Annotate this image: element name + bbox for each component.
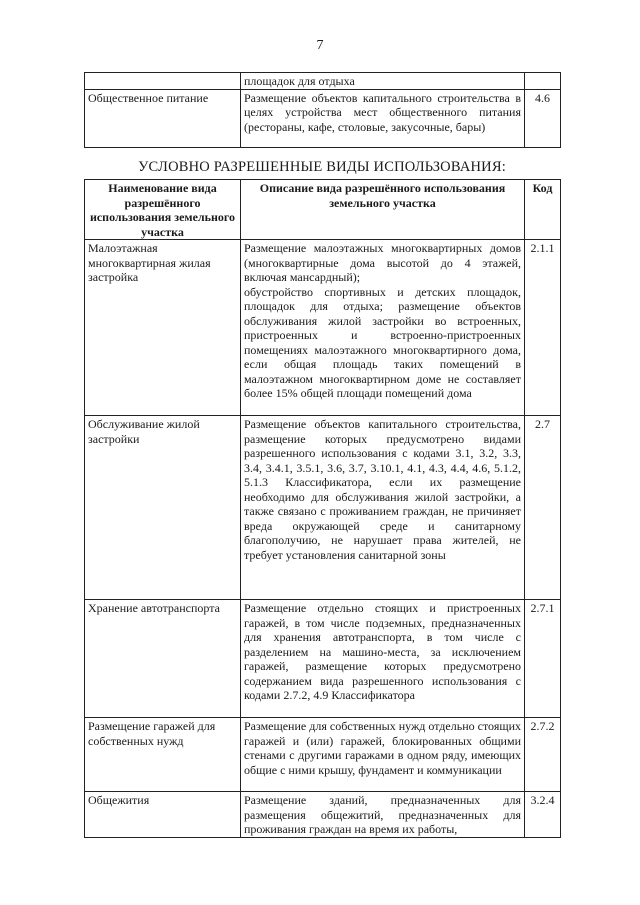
cell-name: Общежития [85,792,241,838]
table-row [85,89,561,147]
cell-name: Размещение гаражей для собственных нужд [85,718,241,792]
table-row [85,718,561,792]
table-row [85,792,561,838]
cell-name: Малоэтажная многоквартирная жилая застройка [85,240,241,416]
header-name: Наименование вида разрешённого использования земельного участка [85,180,241,240]
header-description: Описание вида разрешённого использования земельного участка [241,180,525,240]
cell-code: 3.2.4 [525,792,561,838]
continuation-table [84,72,561,148]
cell-code: 2.7 [525,416,561,600]
page-number: 7 [316,38,324,53]
cell-name: Обслуживание жилой застройки [85,416,241,600]
cell-description: Размещение объектов капитального строительства в целях устройства мест общественного питания (рестораны, кафе, столовые, закусочные, бары) [241,89,525,147]
cell-name: Хранение автотранспорта [85,600,241,718]
cell-code: 4.6 [525,89,561,147]
table-row [85,600,561,718]
cell-code: 2.7.2 [525,718,561,792]
section-heading: УСЛОВНО РАЗРЕШЕННЫЕ ВИДЫ ИСПОЛЬЗОВАНИЯ: [138,159,506,175]
cell-description: Размещение для собственных нужд отдельно стоящих гаражей и (или) гаражей, блокированных общими стенами с другими гаражами в одном ряду, имеющих общие с ними крышу, фундамент и коммуникации [241,718,525,792]
header-code: Код [525,180,561,240]
cell-description-part: обустройство спортивных и детских площадок, площадок для отдыха; размещение объектов обслуживания жилой застройки во встроенных, пристроенных и встроенно-пристроенных помещениях малоэтажного многоквартирного дома, если общая площадь таких помещений в малоэтажном многоквартирном доме не составляет более 15% общей площади помещений дома [244,284,521,400]
table-header-row [85,180,561,240]
cell-description: Размещение отдельно стоящих и пристроенных гаражей, в том числе подземных, предназначенных для хранения автотранспорта, в том числе с разделением на машино-места, за исключением гаражей, размещение которых предусмотрено содержанием вида разрешенного использования с кодами 2.7.2, 4.9 Классификатора [241,600,525,718]
cell-description-part: Размещение малоэтажных многоквартирных домов (многоквартирные дома высотой до 4 этажей, включая мансардный); [244,241,521,284]
cell-description: Размещение объектов капитального строительства, размещение которых предусмотрено видами разрешенного использования с кодами 3.1, 3.2, 3.3, 3.4, 3.4.1, 3.5.1, 3.6, 3.7, 3.10.1, 4.1, 4.3, 4.4, 4.6, 5.1.2, 5.1.3 Классификатора, если их размещение необходимо для обслуживания жилой застройки, а также связано с проживанием граждан, не причиняет вреда окружающей среде и санитарному благополучию, не нарушает права жителей, не требует установления санитарной зоны [241,416,525,600]
table-row [85,416,561,600]
cell-code [525,73,561,90]
cell-description: Размещение зданий, предназначенных для размещения общежитий, предназначенных для проживания граждан на время их работы, [241,792,525,838]
cell-code: 2.1.1 [525,240,561,416]
table-row [85,73,561,90]
table-row [85,240,561,416]
cell-description [241,240,525,416]
permitted-use-table [84,179,561,838]
cell-name [85,73,241,90]
cell-description: площадок для отдыха [241,73,525,90]
cell-name: Общественное питание [85,89,241,147]
cell-code: 2.7.1 [525,600,561,718]
